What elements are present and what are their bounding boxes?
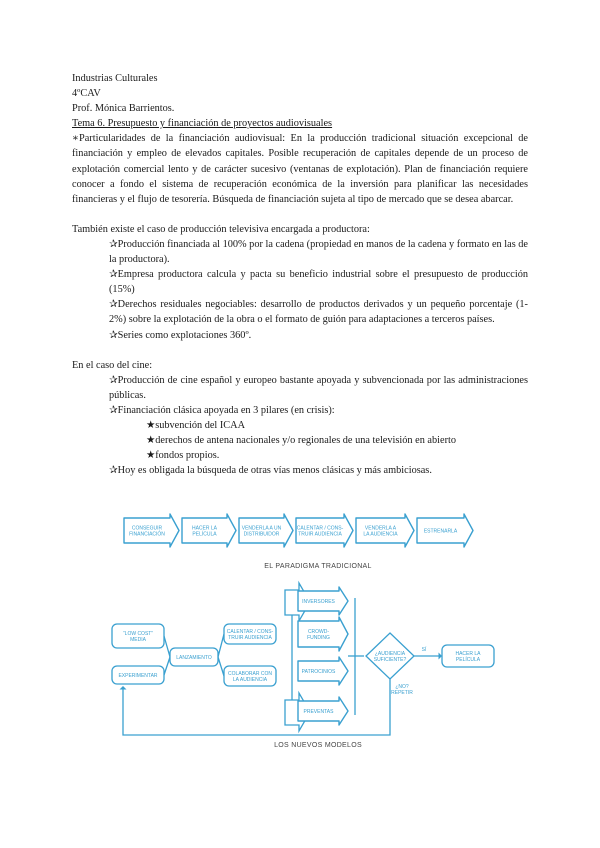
make-film-box-label: HACER LA PELÍCULA bbox=[455, 651, 481, 663]
connector-experiment-launch bbox=[164, 657, 170, 675]
tv-intro: También existe el caso de producción televisiva encargada a productora: bbox=[72, 223, 370, 235]
document-body bbox=[72, 71, 528, 478]
low-cost-media-box-label: “LOW COST” MEDIA bbox=[123, 631, 153, 643]
funding-source-3-label: PATROCINIOS bbox=[301, 669, 336, 675]
traditional-step-3-label: VENDERLA A UN DISTRIBUIDOR bbox=[241, 525, 282, 538]
traditional-step-1-label: CONSEGUIR FINANCIACIÓN bbox=[129, 525, 165, 538]
topic-title: Tema 6. Presupuesto y financiación de proyectos audiovisuales bbox=[72, 118, 333, 130]
course-name: Industrias Culturales bbox=[72, 73, 158, 84]
professor-name: Prof. Mónica Barrientos. bbox=[72, 103, 175, 115]
connector-launch-warmup bbox=[218, 634, 224, 657]
cine-intro: En el caso del cine: bbox=[72, 359, 153, 371]
cine-item-3: ✰Hoy es obligada la búsqueda de otras vías menos clásicas y más ambiciosas. bbox=[109, 465, 432, 477]
traditional-step-5-label: VENDERLA A LA AUDIENCIA bbox=[363, 525, 398, 538]
tv-item-1: ✰Producción financiada al 100% por la cadena (propiedad en manos de la cadena y formato en las de la productora). bbox=[109, 238, 528, 266]
tv-item-3: ✰Derechos residuales negociables: desarrollo de productos derivados y un pequeño porcentaje (1-2%) sobre la explotación de la obra o el formato de guión para adaptaciones a terceros países. bbox=[109, 299, 528, 326]
group-name: 4ºCAV bbox=[72, 88, 101, 100]
pillar-2: ★derechos de antena nacionales y/o regionales de una televisión en abierto bbox=[146, 435, 457, 447]
repeat-arrow-head bbox=[120, 686, 127, 690]
tv-item-4: ✰Series como explotaciones 360º. bbox=[109, 329, 252, 341]
financing-paragraph: ∗Particularidades de la financiación audiovisual: En la producción tradicional situación excepcional de financiación y empleo de elevados capitales. Posible recuperación de capitales depende de un proceso de explotación comercial lento y de carácter sucesivo (ventanas de explotación). Plan de financiación requiere conocer a fondo el sistema de recuperación económica de la inversión para planificar las necesidades financieras y el flujo de tesorería. Búsqueda de financiación sujeta al tipo de mercado que se desea abarcar. bbox=[72, 133, 528, 205]
new-models-caption: LOS NUEVOS MODELOS bbox=[274, 742, 362, 749]
funding-source-1-label: INVERSORES bbox=[302, 599, 335, 605]
yes-label: SÍ bbox=[421, 647, 427, 653]
warmup-audience-box-label: CALENTAR / CONS-TRUIR AUDIENCIA bbox=[226, 629, 274, 641]
traditional-step-4-label: CALENTAR / CONS-TRUIR AUDIENCIA bbox=[296, 525, 344, 538]
pillar-1: ★subvención del ICAA bbox=[146, 419, 246, 431]
diagram-svg bbox=[72, 503, 528, 753]
tv-item-2: ✰Empresa productora calcula y pacta su beneficio industrial sobre el presupuesto de producción (15%) bbox=[109, 269, 528, 296]
connector-lowcost-launch bbox=[164, 636, 170, 657]
funding-source-4-label: PREVENTAS bbox=[303, 709, 334, 715]
cine-item-1: ✰Producción de cine español y europeo bastante apoyada y subvencionada por las administraciones públicas. bbox=[109, 374, 528, 401]
traditional-step-2-label: HACER LA PELÍCULA bbox=[191, 525, 218, 538]
decision-label: ¿AUDIENCIA SUFICIENTE? bbox=[373, 651, 407, 663]
pillar-3: ★fondos propios. bbox=[146, 450, 220, 462]
financing-diagram bbox=[72, 503, 528, 753]
launch-box-label: LANZAMIENTO bbox=[176, 655, 212, 661]
spacer bbox=[72, 207, 528, 222]
experiment-box-label: EXPERIMENTAR bbox=[118, 673, 158, 679]
traditional-step-6-label: ESTRENARLA bbox=[423, 528, 458, 535]
no-repeat-label: ¿NO? REPETIR bbox=[391, 684, 413, 696]
traditional-caption: EL PARADIGMA TRADICIONAL bbox=[264, 563, 372, 570]
funding-source-2-label: CROWD-FUNDING bbox=[307, 629, 330, 641]
spacer bbox=[72, 343, 528, 358]
repeat-loop-line bbox=[123, 679, 390, 735]
collaborate-audience-box-label: COLABORAR CON LA AUDIENCIA bbox=[228, 671, 272, 683]
connector-launch-collaborate bbox=[218, 657, 224, 676]
cine-item-2: ✰Financiación clásica apoyada en 3 pilares (en crisis): bbox=[109, 404, 335, 416]
